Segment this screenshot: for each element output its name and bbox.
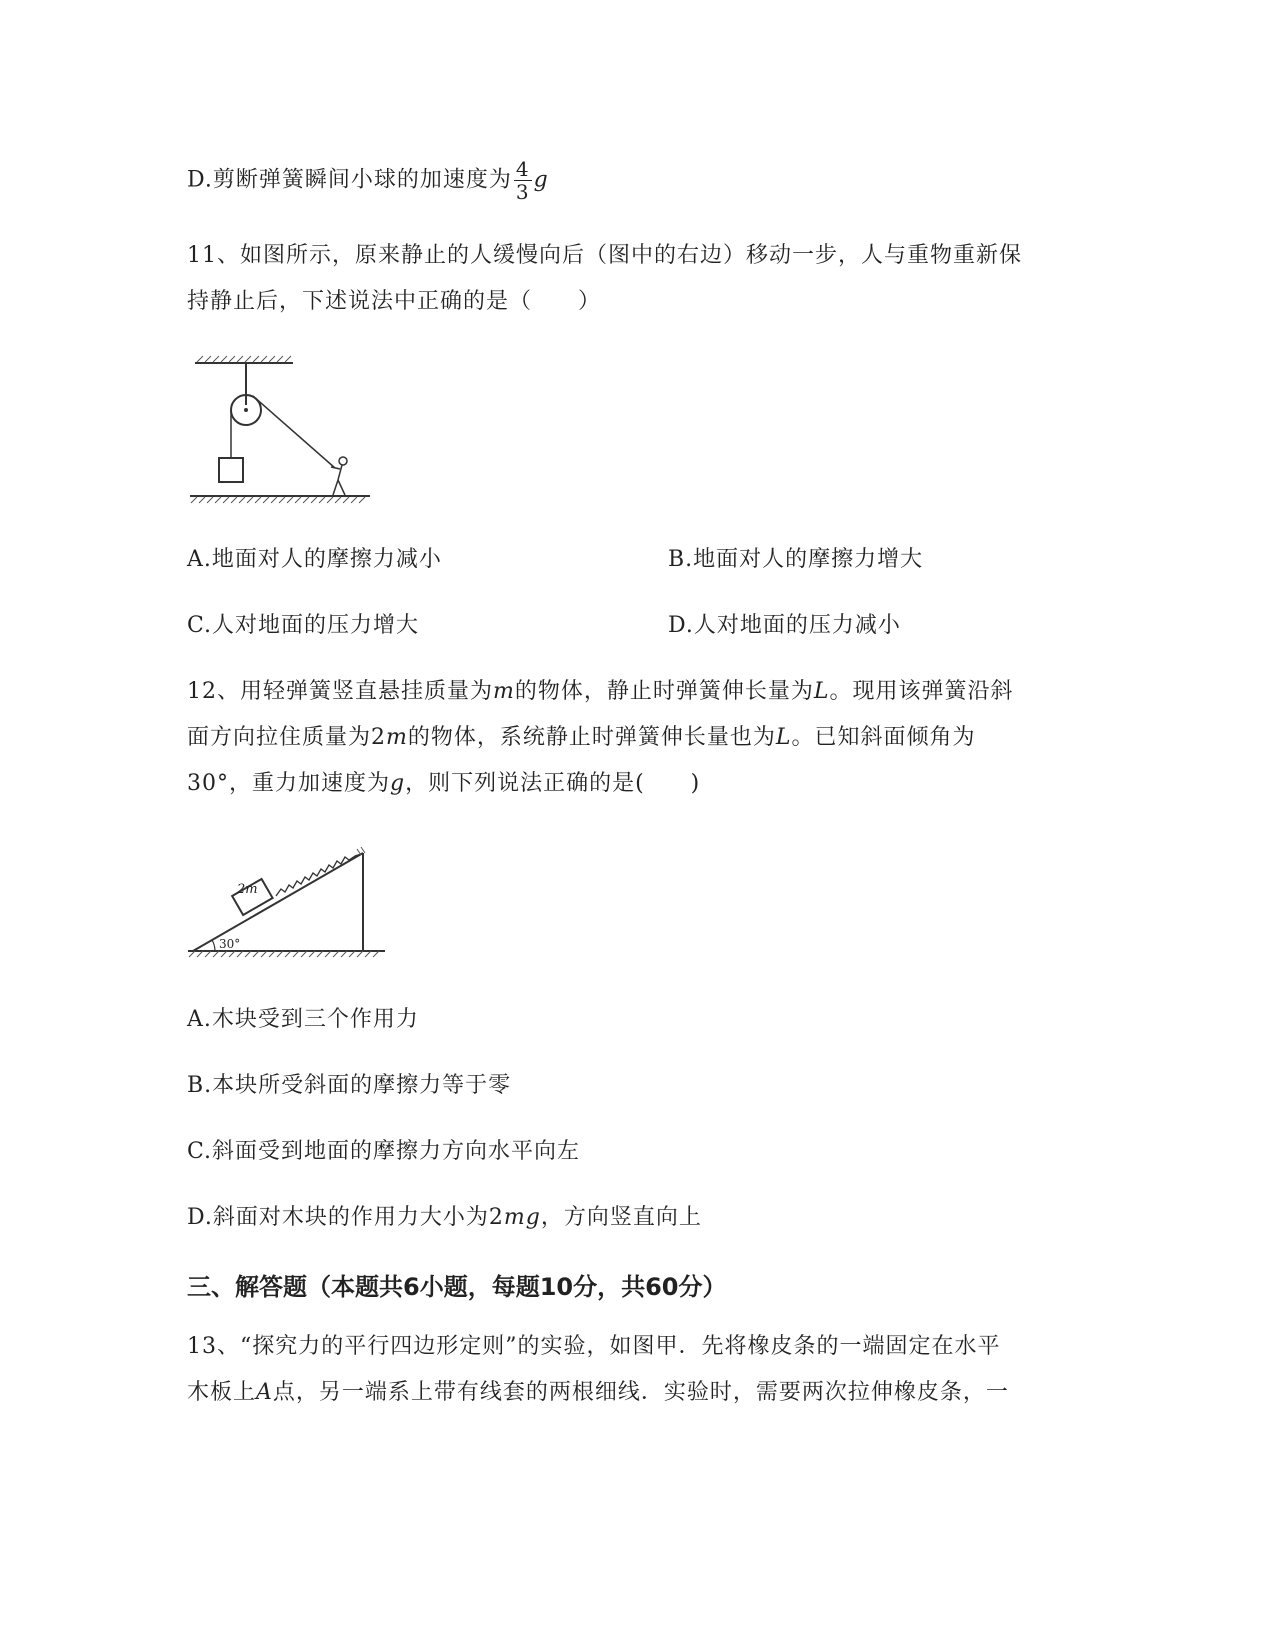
q11-option-c: C.人对地面的压力增大: [187, 613, 420, 638]
q10-option-d: [187, 158, 549, 203]
q12-line2-part: 面方向拉住质量为2: [187, 725, 386, 750]
angle-label: 30°: [219, 937, 241, 951]
variable-mg: mg: [503, 1205, 541, 1230]
q12-option-d-part: D.斜面对木块的作用力大小为2: [187, 1205, 504, 1230]
q12-stem-line3: [187, 769, 700, 799]
q12-line2-part: 的物体，系统静止时弹簧伸长量也为: [407, 725, 776, 750]
q11-stem-line2: 持静止后，下述说法中正确的是（ ）: [187, 289, 602, 314]
q11-option-a: A.地面对人的摩擦力减小: [187, 547, 442, 572]
q12-option-c: C.斜面受到地面的摩擦力方向水平向左: [187, 1139, 581, 1164]
q12-line3-part: ，则下列说法正确的是( ): [405, 771, 701, 796]
fraction: [514, 158, 532, 203]
q12-line1-part: 。现用该弹簧沿斜: [829, 679, 1014, 704]
q12-option-d-part: ，方向竖直向上: [540, 1205, 702, 1230]
q12-option-a: A.木块受到三个作用力: [187, 1007, 419, 1032]
section-heading: 三、解答题（本题共6小题，每题10分，共60分）: [187, 1273, 727, 1301]
incline-figure: [185, 845, 395, 965]
q13-line2-part: 点，另一端系上带有线套的两根细线．实验时，需要两次拉伸橡皮条，一: [272, 1380, 1009, 1405]
variable-L: L: [813, 679, 830, 704]
q12-line1-part: 的物体，静止时弹簧伸长量为: [514, 679, 814, 704]
q12-option-b: B.本块所受斜面的摩擦力等于零: [187, 1073, 512, 1098]
variable-L: L: [775, 725, 792, 750]
variable-m: m: [493, 679, 515, 704]
variable-g: g: [533, 167, 549, 193]
q10-option-d-text: D.剪断弹簧瞬间小球的加速度为: [187, 167, 512, 193]
q12-line2-part: 。已知斜面倾角为: [791, 725, 976, 750]
variable-g: g: [390, 771, 406, 796]
pulley-figure: [185, 355, 380, 515]
q12-option-d: [187, 1203, 702, 1233]
fraction-numerator: 4: [515, 157, 530, 181]
q12-stem-line1: [187, 677, 1014, 707]
q12-stem-line2: [187, 723, 976, 753]
q11-stem-line1: 11、如图所示，原来静止的人缓慢向后（图中的右边）移动一步，人与重物重新保: [187, 243, 1022, 268]
q11-option-b: B.地面对人的摩擦力增大: [668, 547, 924, 572]
q12-line1-part: 12、用轻弹簧竖直悬挂质量为: [187, 679, 493, 704]
q11-option-d: D.人对地面的压力减小: [668, 613, 901, 638]
q12-line3-part: 30°，重力加速度为: [187, 771, 390, 796]
q13-stem-line2: [187, 1378, 1009, 1408]
q13-line2-part: 木板上: [187, 1380, 257, 1405]
fraction-denominator: 3: [515, 180, 530, 204]
q13-stem-line1: 13、“探究力的平行四边形定则”的实验，如图甲．先将橡皮条的一端固定在水平: [187, 1334, 1001, 1359]
variable-m: m: [386, 725, 408, 750]
point-A: A: [256, 1380, 273, 1405]
mass-label: 2m: [237, 882, 258, 897]
